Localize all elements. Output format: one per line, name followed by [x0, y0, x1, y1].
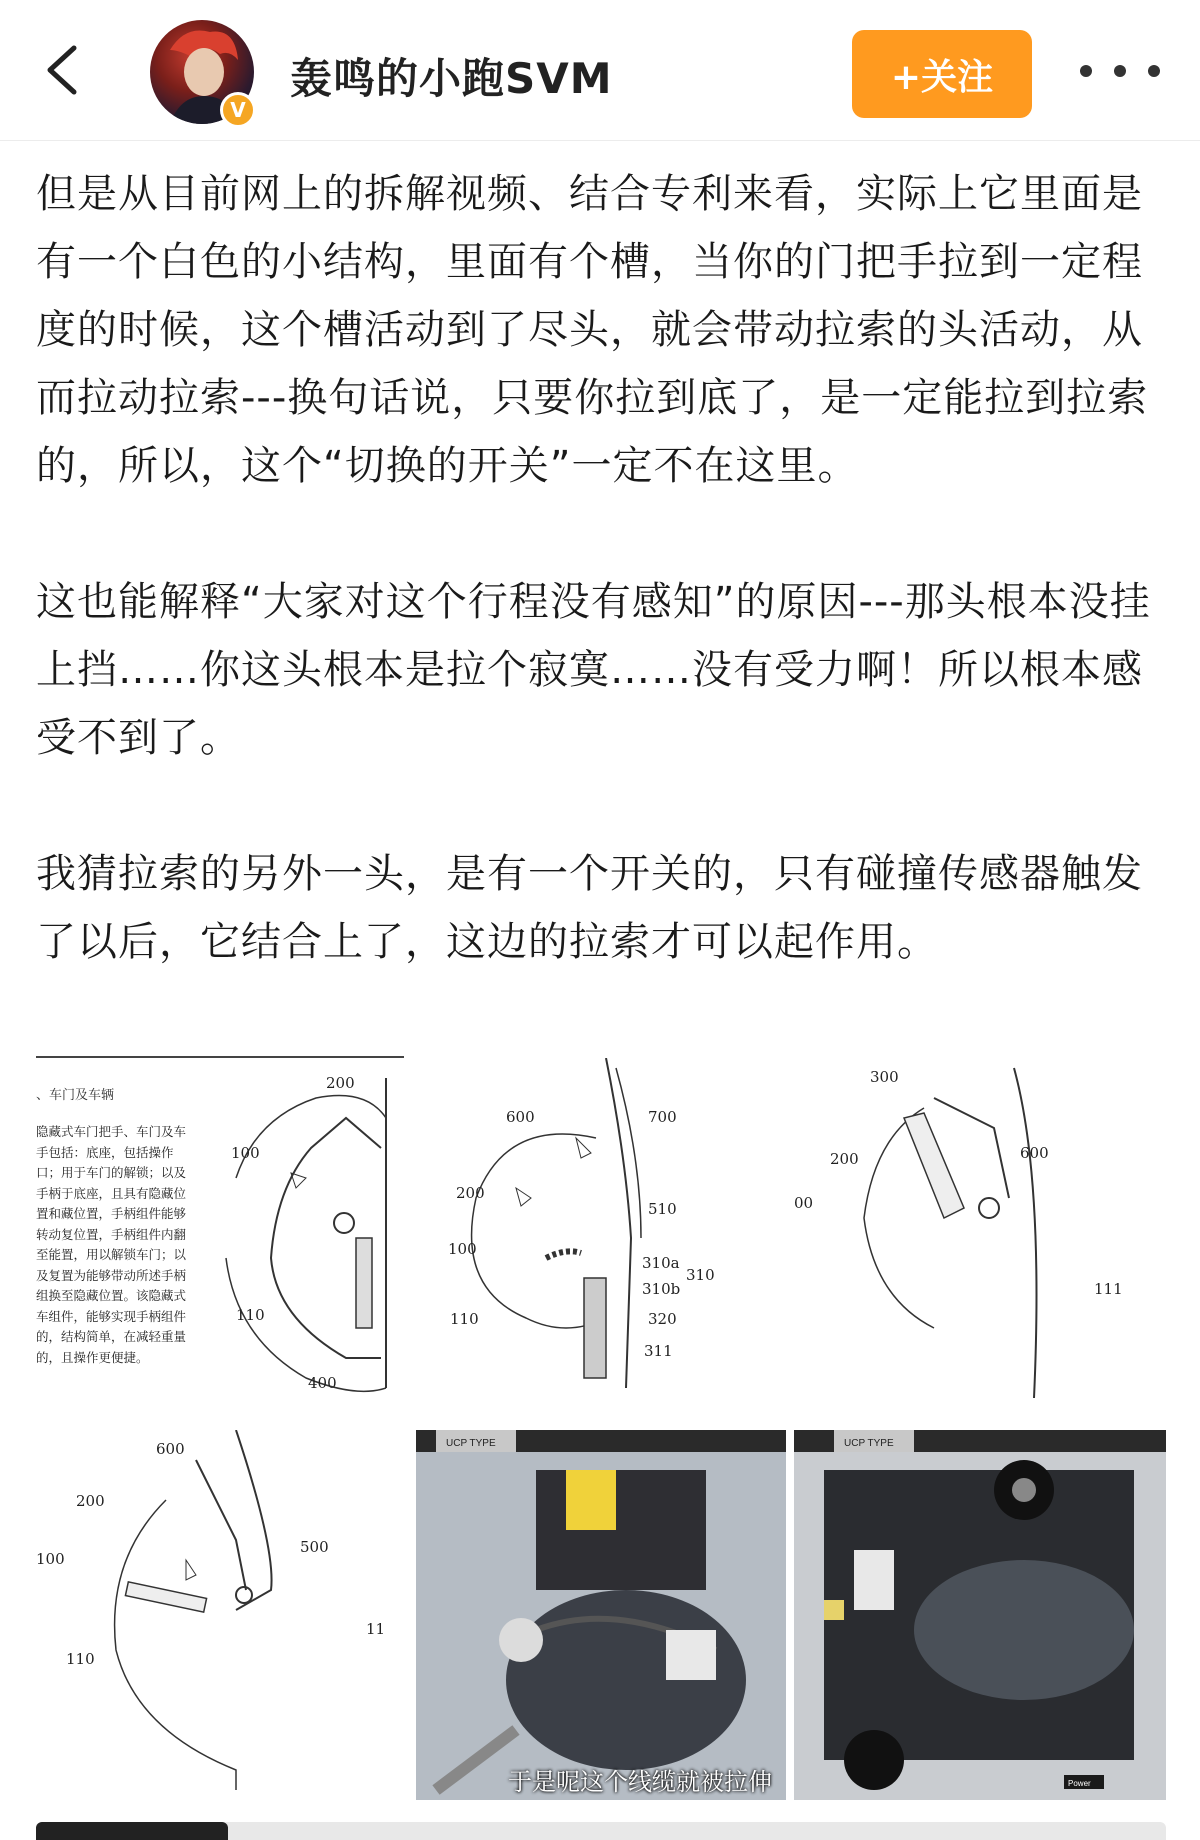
- post-header: [0, 0, 1200, 141]
- patent-image-1[interactable]: [36, 1058, 408, 1420]
- patent-label: 200: [326, 1074, 355, 1092]
- teardown-photo-2[interactable]: [794, 1430, 1166, 1800]
- photo-brand: UCP TYPE: [844, 1438, 894, 1449]
- teardown-photo-art-2: [794, 1430, 1166, 1800]
- patent-label: 600: [1020, 1144, 1049, 1162]
- post-paragraph: 但是从目前网上的拆解视频、结合专利来看，实际上它里面是有一个白色的小结构，里面有个槽，当你的门把手拉到一定程度的时候，这个槽活动到了尽头，就会带动拉索的头活动，从而拉动拉索---换句话说，只要你拉到底了，是一定能拉到拉索的，所以，这个“切换的开关”一定不在这里。: [36, 171, 1149, 489]
- video-subtitle: 于是呢这个线缆就被拉伸: [508, 1768, 772, 1796]
- more-options-icon[interactable]: [1080, 56, 1160, 86]
- patent-label: 700: [648, 1108, 677, 1126]
- patent-image-4[interactable]: [36, 1430, 408, 1800]
- patent-label: 310a: [642, 1254, 680, 1272]
- patent-label: 320: [648, 1310, 677, 1328]
- patent-label: 00: [794, 1194, 814, 1212]
- patent-label: 500: [300, 1538, 329, 1556]
- patent-label: 600: [156, 1440, 185, 1458]
- patent-label: 310b: [642, 1280, 681, 1298]
- patent-label: 200: [456, 1184, 485, 1202]
- patent-image-3[interactable]: [794, 1058, 1166, 1420]
- patent-label: 100: [448, 1240, 477, 1258]
- patent-doc-text: 隐藏式车门把手、车门及车手包括：底座，包括操作口；用于车门的解锁；以及手柄于底座，且具有隐藏位置和藏位置，手柄组件能够转动复位置，手柄组件内翻至能置，用以解锁车门；以及复置为能够带动所述手柄组换至隐藏位置。该隐藏式车组件，能够实现手柄组件的，结构简单，在减轻重量的，且操作更便捷。: [36, 1124, 187, 1365]
- patent-label: 600: [506, 1108, 535, 1126]
- patent-label: 100: [231, 1144, 260, 1162]
- back-arrow-icon[interactable]: [36, 40, 96, 100]
- patent-label: 11: [366, 1620, 386, 1638]
- bottom-tab[interactable]: [36, 1822, 228, 1840]
- patent-label: 111: [1094, 1280, 1123, 1298]
- patent-drawing-4: [36, 1430, 408, 1800]
- patent-label: 110: [450, 1310, 479, 1328]
- patent-label: 200: [830, 1150, 859, 1168]
- patent-label: 100: [36, 1550, 65, 1568]
- patent-label: 400: [308, 1374, 337, 1392]
- teardown-photo-art: [416, 1430, 786, 1800]
- patent-doc-title: 、车门及车辆: [36, 1088, 115, 1103]
- patent-label: 300: [870, 1068, 899, 1086]
- post-body: [36, 160, 1166, 1044]
- follow-button[interactable]: +关注: [852, 30, 1032, 118]
- patent-image-2[interactable]: [416, 1058, 786, 1420]
- username[interactable]: 轰鸣的小跑SVM: [290, 54, 613, 103]
- patent-drawing-3: [794, 1058, 1166, 1420]
- patent-label: 510: [648, 1200, 677, 1218]
- photo-power-label: Power: [1068, 1779, 1091, 1788]
- verified-badge-icon: V: [220, 92, 256, 128]
- patent-label: 311: [644, 1342, 673, 1360]
- patent-label: 200: [76, 1492, 105, 1510]
- patent-drawing-1: [196, 1058, 408, 1420]
- teardown-photo-1[interactable]: [416, 1430, 786, 1800]
- patent-label: 110: [66, 1650, 95, 1668]
- patent-label: 110: [236, 1306, 265, 1324]
- photo-brand: UCP TYPE: [446, 1438, 496, 1449]
- post-paragraph: 我猜拉索的另外一头，是有一个开关的，只有碰撞传感器触发了以后，它结合上了，这边的拉索才可以起作用。: [36, 851, 1143, 965]
- patent-label: 310: [686, 1266, 715, 1284]
- post-paragraph: 这也能解释“大家对这个行程没有感知”的原因---那头根本没挂上挡……你这头根本是拉个寂寞……没有受力啊！所以根本感受不到了。: [36, 579, 1151, 761]
- patent-drawing-2: [416, 1058, 786, 1420]
